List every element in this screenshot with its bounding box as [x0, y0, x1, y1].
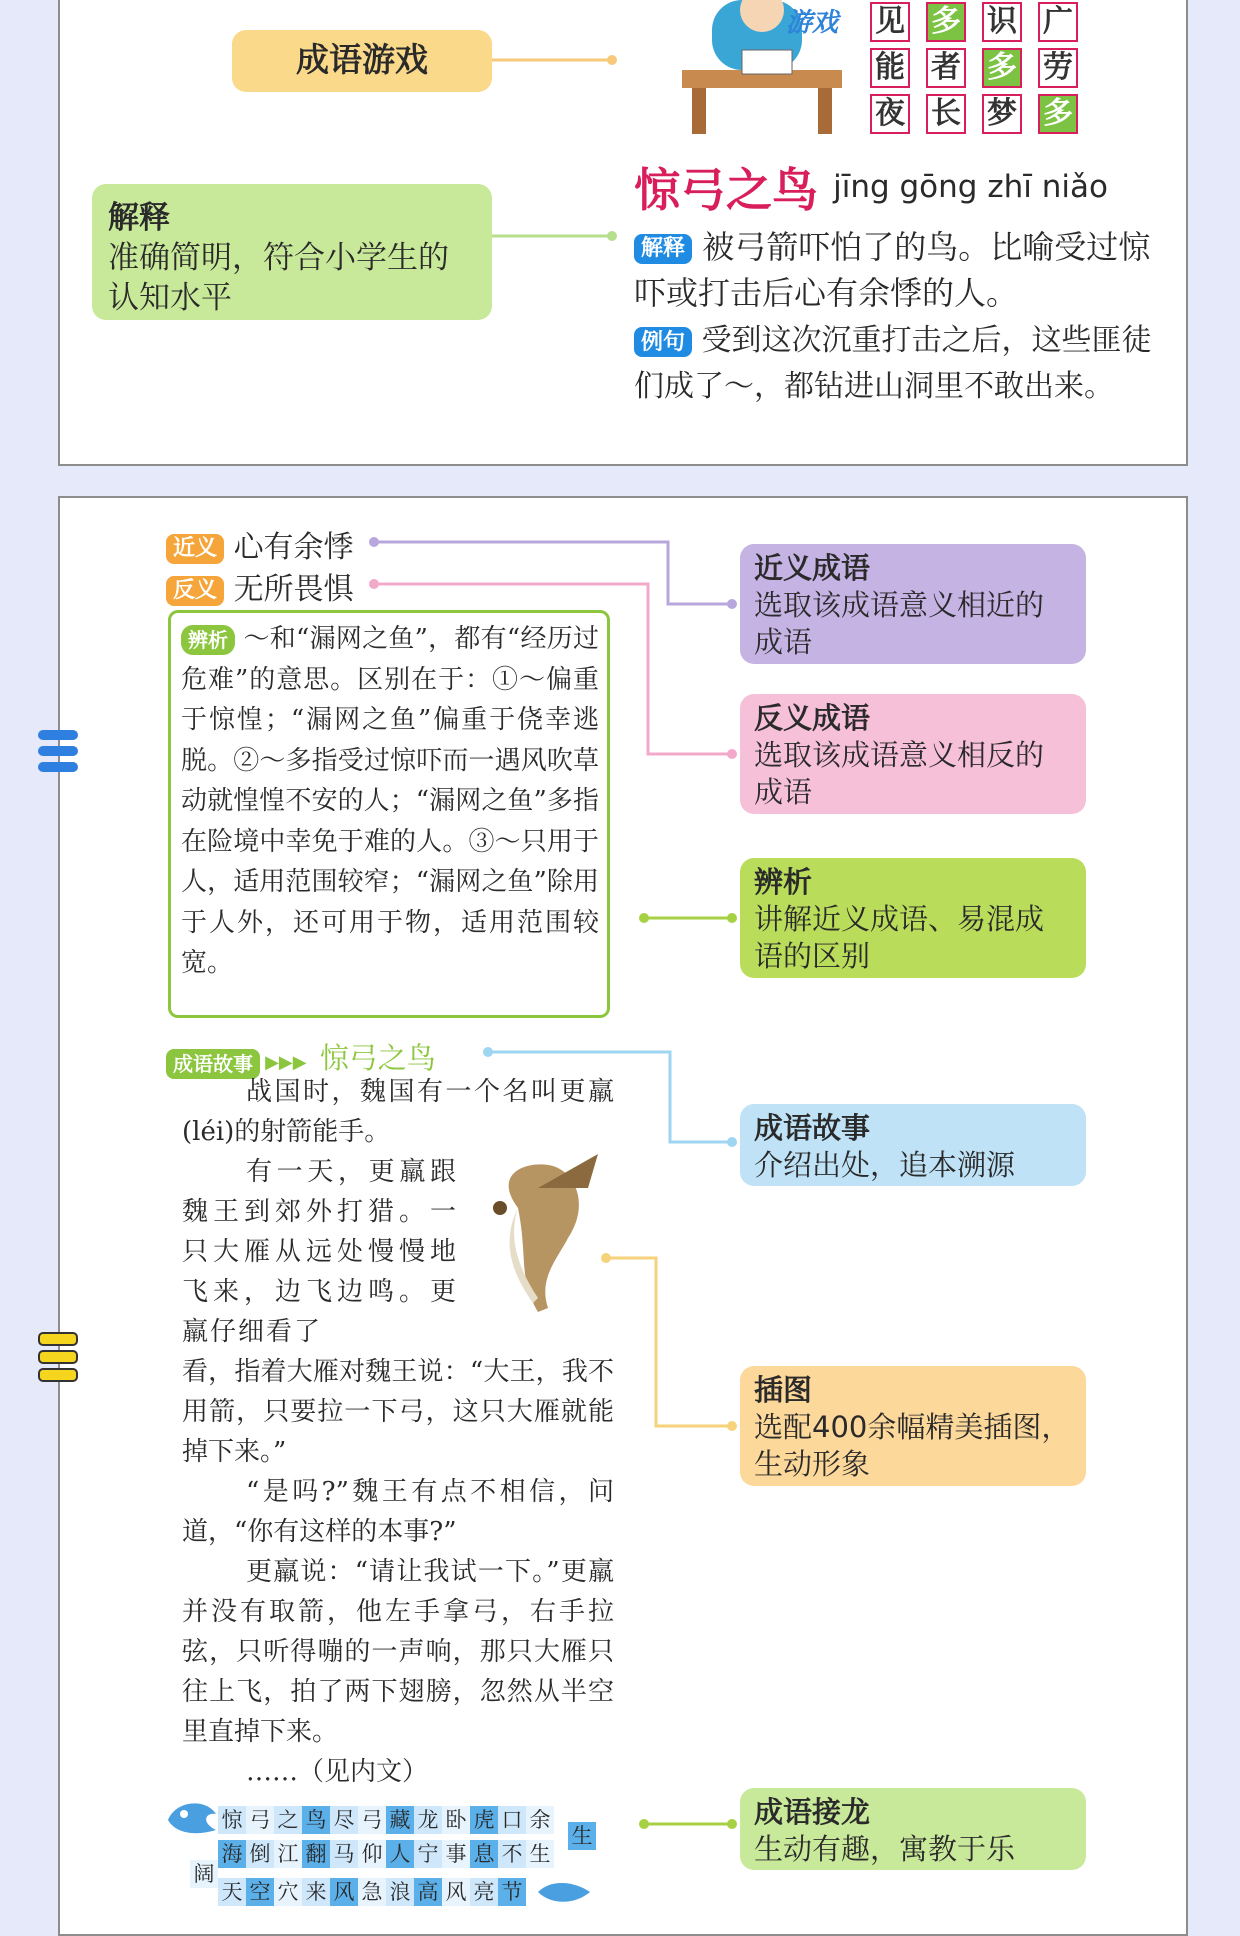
dragon-tail-icon — [536, 1880, 592, 1906]
synonym-text: 心有余悸 — [233, 530, 354, 565]
analysis-pill: 辨析 — [181, 625, 235, 655]
grid-char: 多 — [982, 48, 1022, 88]
chain-cell: 亮 — [470, 1878, 498, 1906]
chain-cell: 息 — [470, 1840, 498, 1868]
chain-cell: 藏 — [386, 1806, 414, 1834]
analysis-text: ～和“漏网之鱼”，都有“经历过危难”的意思。区别在于：①～偏重于惊惶；“漏网之鱼”偏重于侥幸逃脱。②～多指受过惊吓而一遇风吹草动就惶惶不安的人；“漏网之鱼”多指在险境中幸免于难的人。③～只用于人，适用范围较窄；“漏网之鱼”除用于人外，还可用于物，适用范围较宽。 — [181, 624, 599, 978]
story-more: ……（见内文） — [246, 1757, 429, 1787]
grid-char: 多 — [1038, 94, 1078, 134]
tag-desc: 选取该成语意义相反的成语 — [754, 738, 1045, 809]
tag-antonym-idiom — [740, 694, 1086, 814]
tag-title: 插图 — [754, 1373, 813, 1407]
chain-cell: 人 — [386, 1840, 414, 1868]
chain-cell: 江 — [274, 1840, 302, 1868]
chain-cell: 不 — [498, 1840, 526, 1868]
grid-char: 夜 — [870, 94, 910, 134]
story-p3: “是吗?”魏王有点不相信，问道，“你有这样的本事?” — [182, 1477, 614, 1547]
tag-title: 辨析 — [754, 865, 813, 899]
tag-desc: 介绍出处，追本溯源 — [754, 1148, 1016, 1182]
tag-title: 近义成语 — [754, 551, 871, 585]
chain-cell: 尽 — [330, 1806, 358, 1834]
chain-cell: 弓 — [246, 1806, 274, 1834]
story-pill: 成语故事 — [166, 1049, 260, 1079]
tag-desc: 生动有趣，寓教于乐 — [754, 1832, 1016, 1866]
chain-cell: 卧 — [442, 1806, 470, 1834]
chain-cell: 宁 — [414, 1840, 442, 1868]
chain-cell: 鸟 — [302, 1806, 330, 1834]
chain-cell: 翻 — [302, 1840, 330, 1868]
grid-char: 识 — [982, 2, 1022, 42]
chain-cell: 空 — [246, 1878, 274, 1906]
chain-cell: 龙 — [414, 1806, 442, 1834]
tag-synonym-idiom — [740, 544, 1086, 664]
tag-title: 成语接龙 — [754, 1795, 871, 1829]
chain-cell: 马 — [330, 1840, 358, 1868]
tag-explain-title: 解释 — [108, 200, 170, 236]
grid-char: 见 — [870, 2, 910, 42]
tag-title: 成语故事 — [754, 1111, 871, 1145]
grid-char: 梦 — [982, 94, 1022, 134]
chain-cell: 仰 — [358, 1840, 386, 1868]
synonym-row — [166, 522, 354, 566]
chain-cell: 穴 — [274, 1878, 302, 1906]
chain-cell: 余 — [526, 1806, 554, 1834]
story-p2b: 看，指着大雁对魏王说：“大王，我不用箭，只要拉一下弓，这只大雁就能掉下来。” — [182, 1357, 614, 1467]
story-p4: 更羸说：“请让我试一下。”更羸并没有取箭，他左手拿弓，右手拉弦，只听得嘣的一声响，那只大雁只往上飞，拍了两下翅膀，忽然从半空里直掉下来。 — [182, 1557, 614, 1747]
tag-desc: 讲解近义成语、易混成语的区别 — [754, 902, 1045, 973]
tag-idiom-game-label: 成语游戏 — [296, 40, 428, 79]
story-p2a: 有一天，更羸跟魏王到郊外打猎。一只大雁从远处慢慢地飞来，边飞边鸣。更羸仔细看了 — [182, 1157, 458, 1347]
chain-cell: 之 — [274, 1806, 302, 1834]
chain-cell: 浪 — [386, 1878, 414, 1906]
goose-illustration — [478, 1148, 610, 1318]
tag-title: 反义成语 — [754, 701, 871, 735]
tag-explain-desc: 准确简明，符合小学生的认知水平 — [108, 240, 449, 316]
tag-analysis — [740, 858, 1086, 978]
tag-idiom-chain — [740, 1788, 1086, 1870]
antonym-text: 无所畏惧 — [233, 572, 354, 607]
grid-char: 能 — [870, 48, 910, 88]
chain-cell: 虎 — [470, 1806, 498, 1834]
grid-char: 劳 — [1038, 48, 1078, 88]
analysis-box — [168, 610, 610, 1018]
antonym-row — [166, 564, 354, 608]
grid-char: 广 — [1038, 2, 1078, 42]
grid-char: 多 — [926, 2, 966, 42]
chain-cell: 来 — [302, 1878, 330, 1906]
tag-illustration — [740, 1366, 1086, 1486]
dragon-head-icon — [166, 1796, 218, 1836]
chain-cell: 节 — [498, 1878, 526, 1906]
tag-desc: 选配400余幅精美插图，生动形象 — [754, 1410, 1071, 1481]
chain-cell: 阔 — [190, 1860, 218, 1888]
chain-cell: 惊 — [218, 1806, 246, 1834]
chain-cell: 风 — [330, 1878, 358, 1906]
tag-idiom-story — [740, 1104, 1086, 1186]
story-arrows: ▶▶▶ — [265, 1052, 307, 1073]
explain-pill: 解释 — [634, 234, 692, 264]
synonym-pill: 近义 — [166, 534, 224, 564]
tag-desc: 选取该成语意义相近的成语 — [754, 588, 1045, 659]
entry-idiom: 惊弓之鸟 — [634, 163, 818, 217]
chain-cell: 天 — [218, 1878, 246, 1906]
chain-cell: 高 — [414, 1878, 442, 1906]
grid-char: 长 — [926, 94, 966, 134]
entry-explain-text: 被弓箭吓怕了的鸟。比喻受过惊吓或打击后心有余悸的人。 — [634, 228, 1151, 312]
chain-cell: 风 — [442, 1878, 470, 1906]
chain-cell: 生 — [526, 1840, 554, 1868]
chain-cell: 生 — [568, 1822, 596, 1850]
chain-cell: 急 — [358, 1878, 386, 1906]
example-pill: 例句 — [634, 327, 692, 357]
entry-example-text: 受到这次沉重打击之后，这些匪徒们成了～，都钻进山洞里不敢出来。 — [634, 323, 1152, 404]
chain-cell: 口 — [498, 1806, 526, 1834]
chain-cell: 事 — [442, 1840, 470, 1868]
grid-char: 者 — [926, 48, 966, 88]
antonym-pill: 反义 — [166, 576, 224, 606]
entry-pinyin: jīng gōng zhī niǎo — [833, 169, 1108, 205]
story-title: 惊弓之鸟 — [319, 1041, 436, 1075]
game-label: 游戏 — [786, 8, 839, 38]
chain-cell: 海 — [218, 1840, 246, 1868]
chain-cell: 倒 — [246, 1840, 274, 1868]
story-p1: 战国时，魏国有一个名叫更羸(léi)的射箭能手。 — [182, 1077, 614, 1147]
chain-cell: 弓 — [358, 1806, 386, 1834]
